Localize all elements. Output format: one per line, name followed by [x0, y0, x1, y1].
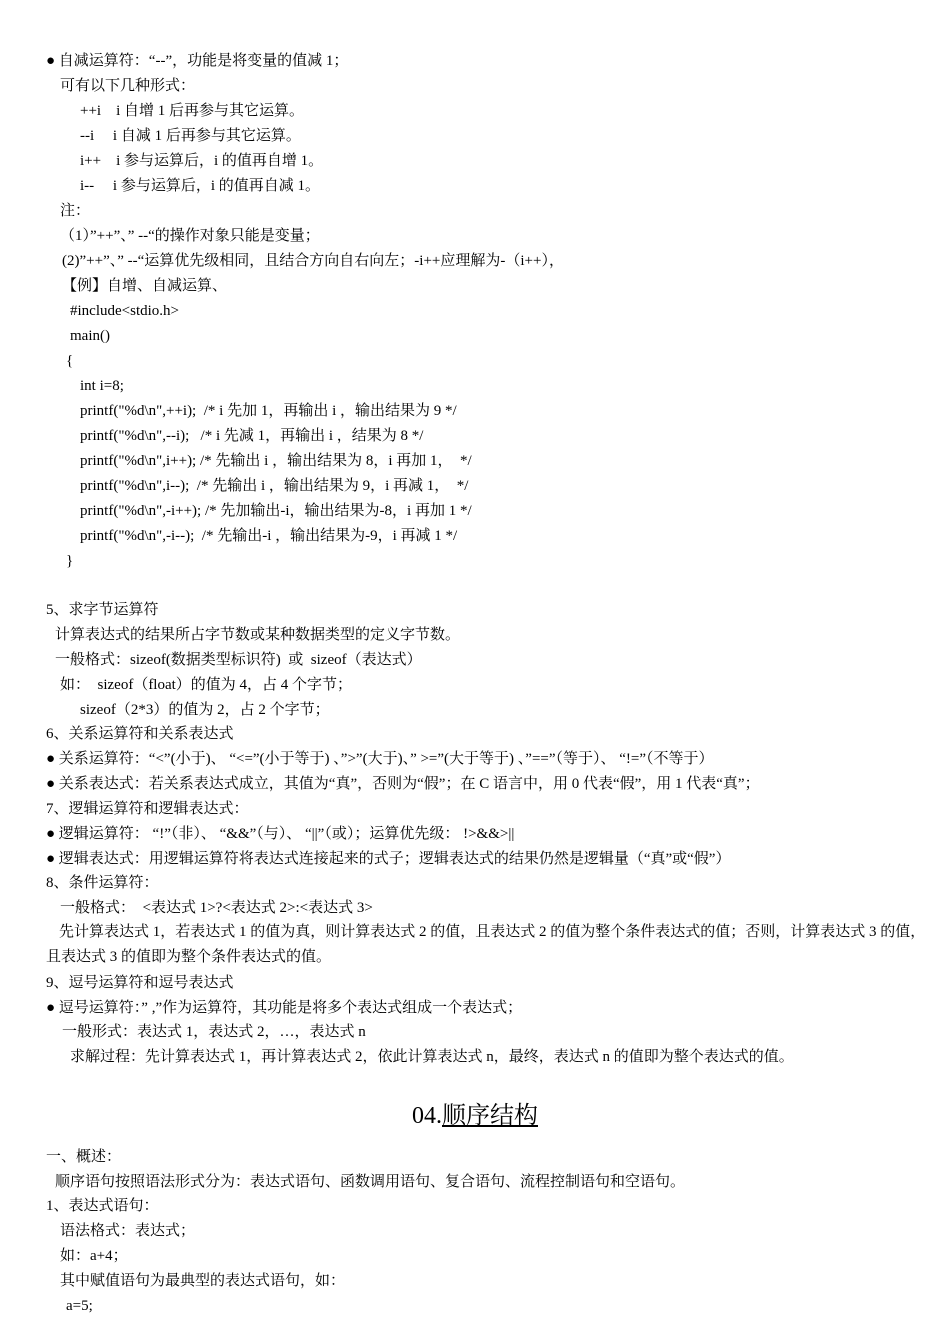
text-line: （1）”++”、” --“的操作对象只能是变量；	[60, 228, 320, 244]
text-line: 一般格式：sizeof(数据类型标识符) 或 sizeof（表达式）	[55, 652, 422, 668]
text-line: 其中赋值语句为最典型的表达式语句，如：	[60, 1273, 346, 1289]
chapter-title: 顺序结构	[442, 1103, 538, 1129]
text-line: 语法格式：表达式；	[60, 1223, 196, 1239]
text-line: i-- i 参与运算后，i 的值再自减 1。	[80, 178, 320, 194]
text-line: ● 关系运算符：“<”(小于)、 “<=”(小于等于) 、”>”(大于)、” >=”(大于等于) 、”==”（等于）、 “!=”（不等于）	[46, 751, 714, 767]
chapter-number: 04.	[412, 1103, 442, 1129]
code-line: printf("%d\n",-i++); /* 先加输出-i，输出结果为-8，i 再加 1 */	[80, 503, 472, 519]
code-line: printf("%d\n",--i); /* i 先减 1，再输出 i ，结果为 8 */	[80, 428, 424, 444]
text-line: ++i i 自增 1 后再参与其它运算。	[80, 103, 305, 119]
text-line: 求解过程：先计算表达式 1，再计算表达式 2，依此计算表达式 n，最终，表达式 n 的值即为整个表达式的值。	[70, 1049, 794, 1065]
text-line: 一般格式： <表达式 1>?<表达式 2>:<表达式 3>	[60, 900, 373, 916]
code-line: printf("%d\n",++i); /* i 先加 1，再输出 i ，输出结果为 9 */	[80, 403, 457, 419]
section-heading: 8、条件运算符：	[46, 875, 159, 891]
text-line: 计算表达式的结果所占字节数或某种数据类型的定义字节数。	[55, 627, 461, 643]
text-line: sizeof（2*3）的值为 2，占 2 个字节；	[80, 702, 330, 718]
section-heading: 7、逻辑运算符和逻辑表达式：	[46, 801, 249, 817]
text-line: 顺序语句按照语法形式分为：表达式语句、函数调用语句、复合语句、流程控制语句和空语句。	[55, 1174, 686, 1190]
code-line: {	[66, 353, 74, 369]
text-line: ● 逗号运算符：” ,”作为运算符，其功能是将多个表达式组成一个表达式；	[46, 1000, 523, 1016]
section-heading: 9、逗号运算符和逗号表达式	[46, 975, 234, 991]
section-heading: 1、表达式语句：	[46, 1198, 159, 1214]
section-heading: 5、求字节运算符	[46, 602, 159, 618]
text-line: 注：	[60, 203, 91, 219]
text-line: 一般形式：表达式 1，表达式 2，…，表达式 n	[62, 1024, 366, 1040]
text-line: (2)”++”、” --“运算优先级相同，且结合方向自右向左；-i++应理解为-（i++），	[62, 253, 564, 269]
text-line: ● 逻辑运算符： “!”（非）、 “&&”（与）、 “||”（或）；运算优先级： !>&&>||	[46, 826, 515, 842]
text-line: 如： sizeof（float）的值为 4，占 4 个字节；	[60, 677, 353, 693]
text-line: i++ i 参与运算后，i 的值再自增 1。	[80, 153, 324, 169]
text-line: 如：a+4；	[60, 1248, 128, 1264]
text-line: ● 关系表达式：若关系表达式成立，其值为“真”，否则为“假”；在 C 语言中，用 0 代表“假”，用 1 代表“真”；	[46, 776, 760, 792]
code-line: }	[66, 553, 74, 569]
text-line: 可有以下几种形式：	[60, 78, 196, 94]
code-line: printf("%d\n",i++); /* 先输出 i ，输出结果为 8，i 再加 1， */	[80, 453, 472, 469]
code-line: a=5;	[66, 1298, 93, 1314]
text-line: --i i 自减 1 后再参与其它运算。	[80, 128, 301, 144]
text-paragraph: 先计算表达式 1，若表达式 1 的值为真，则计算表达式 2 的值，且表达式 2 的值为整个条件表达式的值；否则，计算表达式 3 的值，且表达式 3 的值即为整个条件表达式的值。	[46, 924, 926, 965]
text-line: ● 逻辑表达式：用逻辑运算符将表达式连接起来的式子；逻辑表达式的结果仍然是逻辑量（“真”或“假”）	[46, 851, 731, 867]
code-line: printf("%d\n",i--); /* 先输出 i ，输出结果为 9，i 再减 1， */	[80, 478, 469, 494]
code-line: main()	[70, 328, 110, 344]
section-heading: 一、概述：	[46, 1149, 122, 1165]
code-line: int i=8;	[80, 378, 124, 394]
section-heading: 6、关系运算符和关系表达式	[46, 726, 234, 742]
code-line: #include<stdio.h>	[70, 303, 179, 319]
code-line: printf("%d\n",-i--); /* 先输出-i ，输出结果为-9，i 再减 1 */	[80, 528, 458, 544]
text-line: 【例】自增、自减运算、	[62, 278, 228, 294]
text-line: ● 自减运算符：“--”，功能是将变量的值减 1；	[46, 53, 349, 69]
chapter-heading	[0, 1101, 950, 1131]
